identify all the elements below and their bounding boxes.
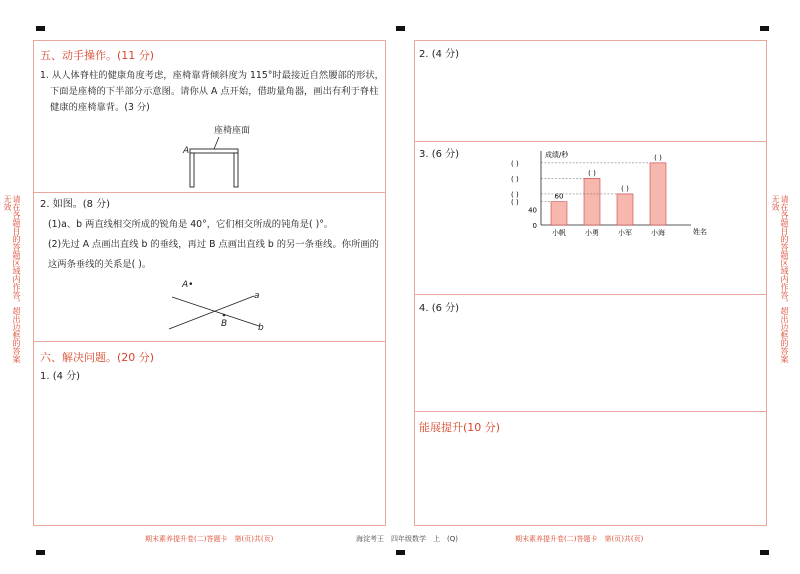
registration-mark <box>36 26 45 31</box>
divider <box>415 411 766 412</box>
y-tick-label: 0 <box>532 222 537 230</box>
bar <box>584 178 600 225</box>
y-tick-label: 40 <box>528 206 537 215</box>
q2-text-line2: (2)先过 A 点画出直线 b 的垂线，再过 B 点画出直线 b 的另一条垂线。你所画的 <box>48 239 379 250</box>
chair-seat-label: 座椅座面 <box>214 126 251 136</box>
bar-value-label: ( ) <box>588 169 596 178</box>
x-axis-label: 姓名 <box>693 228 707 236</box>
bar-value-label: 60 <box>554 192 564 201</box>
registration-mark <box>760 550 769 555</box>
divider <box>34 341 385 342</box>
bar <box>551 202 567 225</box>
left-answer-panel <box>33 40 386 526</box>
figure-point-b: B <box>221 319 228 329</box>
x-tick-label: 小海 <box>651 229 665 237</box>
x-tick-label: 小军 <box>618 229 632 237</box>
q1-text-line2: 下面是座椅的下半部分示意图。请你从 A 点开始，借助量角器，画出有利于脊柱 <box>50 86 379 97</box>
side-note-right: 请在各题目的答题区域内作答，超出边框的答案无效 <box>771 195 789 363</box>
figure-line-b-label: b <box>258 323 264 333</box>
bar-value-label: ( ) <box>621 184 629 193</box>
score-bar-chart <box>491 147 707 237</box>
footer-middle: 海淀考王 四年级数学 上 (Q) <box>356 535 458 543</box>
q1-text-line1: 1. 从人体脊柱的健康角度考虑，座椅靠背倾斜度为 115°时最接近自然腰部的形状， <box>40 70 384 81</box>
divider <box>34 192 385 193</box>
registration-mark <box>396 26 405 31</box>
x-tick-label: 小勇 <box>585 229 599 237</box>
bar-value-label: ( ) <box>654 153 662 162</box>
q6-1-label: 1. (4 分) <box>40 371 81 382</box>
q2-label: 2. (4 分) <box>419 49 460 60</box>
chair-point-a: A <box>183 146 190 156</box>
bar <box>650 163 666 225</box>
right-answer-panel <box>414 40 767 526</box>
figure-point-a: A• <box>182 280 194 290</box>
q1-text-line3: 健康的座椅靠背。(3 分) <box>50 102 150 113</box>
y-axis-blank: ( ) <box>511 198 519 207</box>
registration-mark <box>36 550 45 555</box>
section-6-title: 六、解决问题。(20 分) <box>40 351 155 364</box>
x-tick-label: 小帆 <box>552 229 566 237</box>
extension-section-title: 能展提升(10 分) <box>419 421 501 434</box>
y-axis-blank: ( ) <box>511 175 519 184</box>
q2-title: 2. 如图。(8 分) <box>40 199 111 210</box>
section-5-title: 五、动手操作。(11 分) <box>40 49 155 62</box>
q2-text-line3: 这两条垂线的关系是( )。 <box>48 259 152 270</box>
figure-line-a-label: a <box>254 291 260 301</box>
q3-label: 3. (6 分) <box>419 149 460 160</box>
y-axis-blank: ( ) <box>511 190 519 199</box>
q2-text-line1: (1)a、b 两直线相交所成的锐角是 40°，它们相交所成的钝角是( )°。 <box>48 219 334 230</box>
y-axis-label: 成绩/秒 <box>545 151 569 159</box>
y-axis-blank: ( ) <box>511 159 519 168</box>
intersecting-lines-figure <box>164 279 264 339</box>
registration-mark <box>396 550 405 555</box>
side-note-left: 请在各题目的答题区域内作答，超出边框的答案无效 <box>3 195 21 363</box>
footer-left: 期末素养提升卷(二)答题卡 第(页)共(页) <box>145 535 274 543</box>
q4-label: 4. (6 分) <box>419 303 460 314</box>
footer-right: 期末素养提升卷(二)答题卡 第(页)共(页) <box>515 535 644 543</box>
bar <box>617 194 633 225</box>
registration-mark <box>760 26 769 31</box>
divider <box>415 294 766 295</box>
divider <box>415 141 766 142</box>
